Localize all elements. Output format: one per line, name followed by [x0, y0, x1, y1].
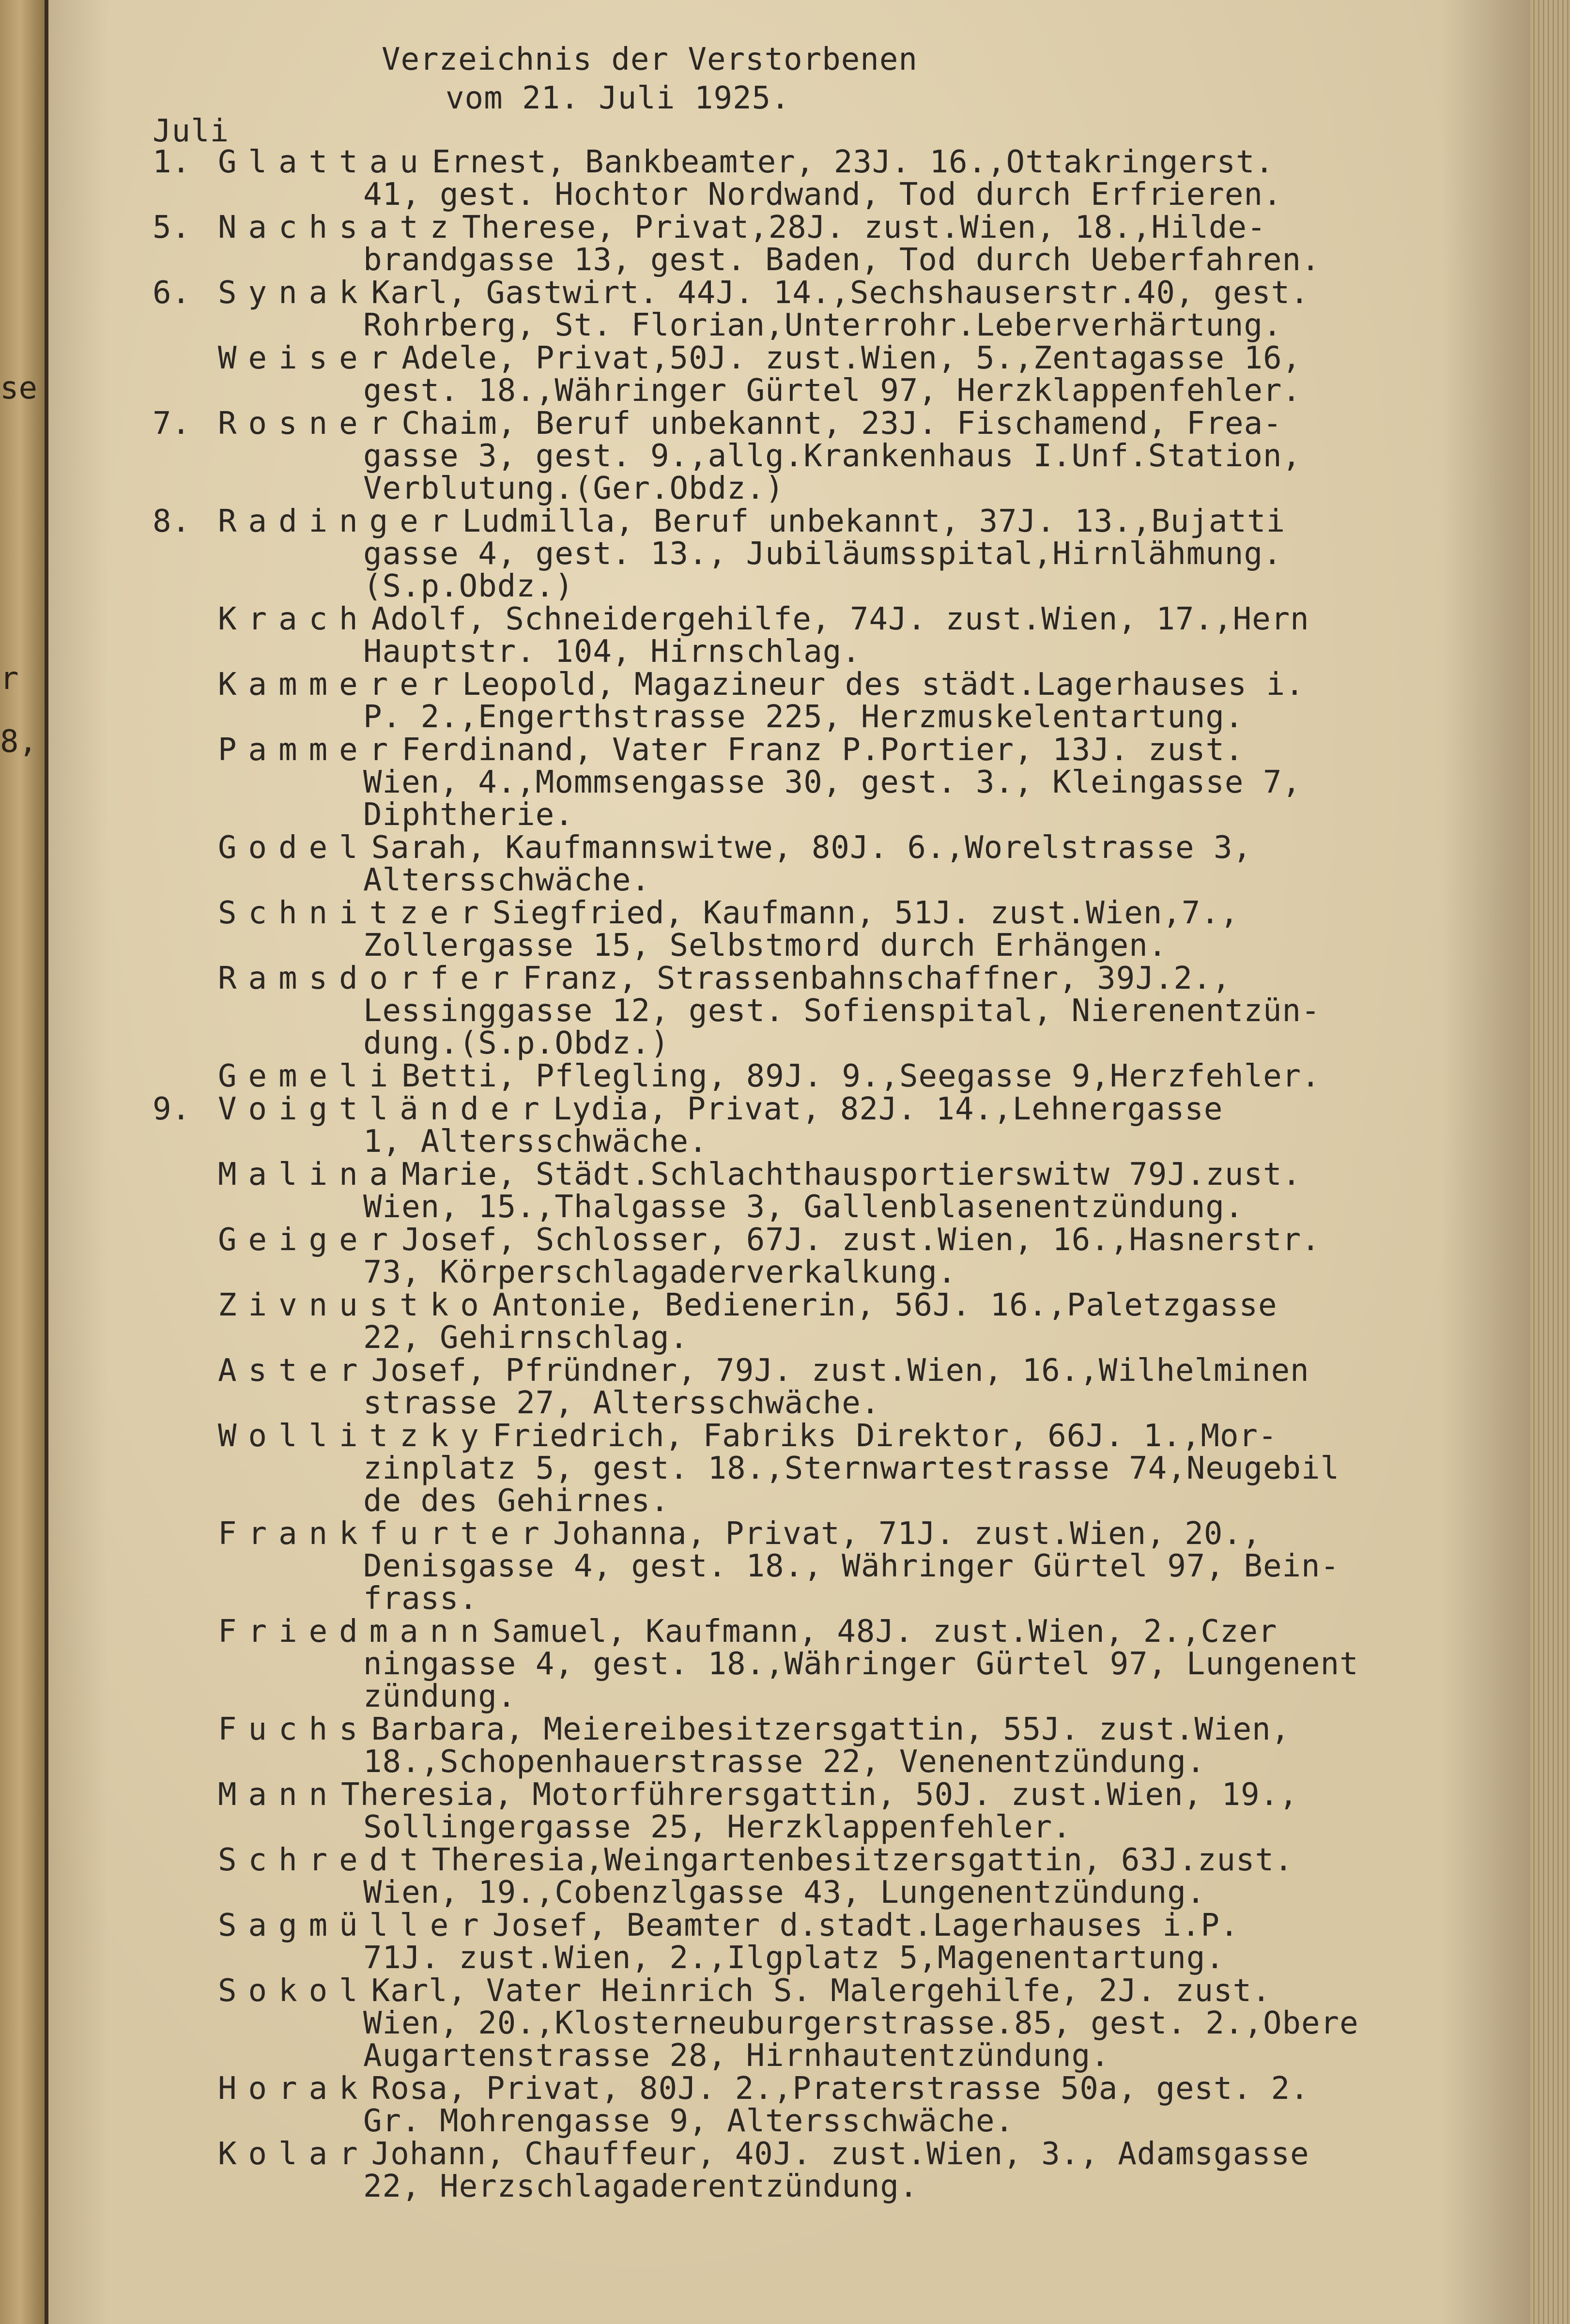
- entry-first-line: [107, 1779, 1482, 1811]
- entry-details: Karl, Gastwirt. 44J. 14.,Sechshauserstr.40, gest.: [371, 275, 1309, 311]
- previous-page-edge: [0, 0, 45, 2324]
- entry-surname: Wollitzky: [218, 1418, 491, 1454]
- entry-day: 1.: [153, 144, 191, 180]
- entry-details: Josef, Schlosser, 67J. zust.Wien, 16.,Hasnerstr.: [401, 1222, 1321, 1258]
- entry-first-line: [107, 1093, 1482, 1126]
- register-entry: [107, 1420, 1482, 1517]
- entry-continuation-line: Denisgasse 4, gest. 18., Währinger Gürtel 97, Bein-: [363, 1548, 1340, 1584]
- entry-surname: Kolar: [218, 2136, 369, 2172]
- register-entry: [107, 1518, 1482, 1615]
- entry-continuation-line: Hauptstr. 104, Hirnschlag.: [363, 634, 861, 670]
- entry-first-line: [107, 603, 1482, 636]
- entry-details: Friedrich, Fabriks Direktor, 66J. 1.,Mor-: [492, 1418, 1278, 1454]
- entry-day: 9.: [153, 1091, 191, 1127]
- entry-day: 8.: [153, 504, 191, 539]
- entry-surname: Friedmann: [218, 1614, 491, 1650]
- register-entry: [107, 1779, 1482, 1844]
- entry-first-line: [107, 832, 1482, 864]
- entry-continuation-line: 71J. zust.Wien, 2.,Ilgplatz 5,Magenentartung.: [363, 1940, 1225, 1976]
- entry-surname: Kammerer: [218, 667, 461, 703]
- entry-first-line: [107, 342, 1482, 375]
- entry-first-line: [107, 1224, 1482, 1256]
- entry-surname: Fuchs: [218, 1712, 369, 1747]
- entry-surname: Aster: [218, 1353, 369, 1389]
- entry-first-line: [107, 1159, 1482, 1191]
- page-stack-edge: [1530, 0, 1570, 2324]
- entry-first-line: [107, 669, 1482, 701]
- entry-day: 7.: [153, 406, 191, 442]
- entry-continuation-line: ningasse 4, gest. 18.,Währinger Gürtel 97, Lungenent: [363, 1646, 1359, 1682]
- entry-first-line: [107, 1616, 1482, 1648]
- entry-first-line: [107, 897, 1482, 930]
- entry-continuation-line: Zollergasse 15, Selbstmord durch Erhängen.: [363, 928, 1168, 963]
- entry-continuation-line: P. 2.,Engerthstrasse 225, Herzmuskelentartung.: [363, 699, 1244, 735]
- entry-surname: Voigtländer: [218, 1091, 551, 1127]
- register-entry: [107, 1224, 1482, 1289]
- entry-details: Adele, Privat,50J. zust.Wien, 5.,Zentagasse 16,: [401, 340, 1302, 376]
- entry-surname: Rosner: [218, 406, 400, 442]
- entry-details: Ernest, Bankbeamter, 23J. 16.,Ottakringerst.: [431, 144, 1275, 180]
- entry-continuation-line: gasse 4, gest. 13., Jubiläumsspital,Hirnlähmung.: [363, 536, 1282, 572]
- entry-list: [107, 146, 1482, 2203]
- entry-details: Theresia, Motorführersgattin, 50J. zust.Wien, 19.,: [341, 1777, 1298, 1813]
- entry-continuation-line: Verblutung.(Ger.Obdz.): [363, 471, 785, 506]
- entry-first-line: [107, 277, 1482, 309]
- entry-surname: Geiger: [218, 1222, 400, 1258]
- month-heading: Juli: [153, 113, 230, 149]
- entry-details: Josef, Beamter d.stadt.Lagerhauses i.P.: [492, 1908, 1239, 1943]
- register-entry: [107, 669, 1482, 734]
- entry-continuation-line: dung.(S.p.Obdz.): [363, 1025, 670, 1061]
- entry-continuation-line: de des Gehirnes.: [363, 1483, 670, 1519]
- register-entry: [107, 1713, 1482, 1778]
- entry-details: Lydia, Privat, 82J. 14.,Lehnergasse: [553, 1091, 1223, 1127]
- entry-surname: Horak: [218, 2071, 369, 2107]
- entry-details: Ferdinand, Vater Franz P.Portier, 13J. zust.: [401, 732, 1244, 768]
- entry-surname: Krach: [218, 601, 369, 637]
- entry-first-line: [107, 1910, 1482, 1942]
- entry-first-line: [107, 1060, 1482, 1093]
- register-entry: [107, 408, 1482, 505]
- document-date: vom 21. Juli 1925.: [446, 80, 790, 116]
- entry-continuation-line: Gr. Mohrengasse 9, Altersschwäche.: [363, 2103, 1015, 2139]
- entry-first-line: [107, 1518, 1482, 1550]
- entry-details: Johann, Chauffeur, 40J. zust.Wien, 3., Adamsgasse: [371, 2136, 1309, 2172]
- entry-details: Siegfried, Kaufmann, 51J. zust.Wien,7.,: [492, 895, 1239, 931]
- register-entry: [107, 1844, 1482, 1909]
- previous-page-fragment: r: [0, 661, 19, 697]
- register-entry: [107, 146, 1482, 211]
- register-entry: [107, 1289, 1482, 1354]
- entry-first-line: [107, 1844, 1482, 1877]
- entry-surname: Weiser: [218, 340, 400, 376]
- entry-surname: Synak: [218, 275, 369, 311]
- register-entry: [107, 1060, 1482, 1093]
- entry-first-line: [107, 1975, 1482, 2007]
- entry-continuation-line: zinplatz 5, gest. 18.,Sternwartestrasse 74,Neugebil: [363, 1451, 1340, 1486]
- entry-continuation-line: 18.,Schopenhauerstrasse 22, Venenentzündung.: [363, 1744, 1206, 1780]
- entry-continuation-line: brandgasse 13, gest. Baden, Tod durch Ueberfahren.: [363, 242, 1321, 278]
- entry-continuation-line: 22, Gehirnschlag.: [363, 1320, 689, 1356]
- entry-continuation-line: Sollingergasse 25, Herzklappenfehler.: [363, 1809, 1072, 1845]
- entry-details: Ludmilla, Beruf unbekannt, 37J. 13.,Bujatti: [462, 504, 1286, 539]
- entry-surname: Frankfurter: [218, 1516, 551, 1552]
- entry-details: Antonie, Bedienerin, 56J. 16.,Paletzgasse: [492, 1287, 1278, 1323]
- entry-continuation-line: Diphtherie.: [363, 797, 574, 833]
- entry-continuation-line: (S.p.Obdz.): [363, 568, 574, 604]
- register-entry: [107, 603, 1482, 668]
- entry-day: 6.: [153, 275, 191, 311]
- entry-details: Franz, Strassenbahnschaffner, 39J.2.,: [523, 961, 1231, 996]
- entry-first-line: [107, 734, 1482, 766]
- entry-first-line: [107, 1420, 1482, 1452]
- document-title: Verzeichnis der Verstorbenen: [382, 42, 918, 77]
- entry-first-line: [107, 963, 1482, 995]
- entry-details: Barbara, Meiereibesitzersgattin, 55J. zust.Wien,: [371, 1712, 1291, 1747]
- entry-continuation-line: Lessinggasse 12, gest. Sofienspital, Nierenentzün-: [363, 993, 1321, 1029]
- entry-surname: Gemeli: [218, 1058, 400, 1094]
- entry-details: Chaim, Beruf unbekannt, 23J. Fischamend, Frea-: [401, 406, 1282, 442]
- entry-continuation-line: 1, Altersschwäche.: [363, 1124, 708, 1160]
- entry-first-line: [107, 1713, 1482, 1746]
- entry-continuation-line: frass.: [363, 1581, 478, 1617]
- entry-continuation-line: Altersschwäche.: [363, 862, 650, 898]
- entry-continuation-line: Rohrberg, St. Florian,Unterrohr.Leberverhärtung.: [363, 307, 1282, 343]
- entry-continuation-line: Wien, 4.,Mommsengasse 30, gest. 3., Kleingasse 7,: [363, 764, 1302, 800]
- register-entry: [107, 734, 1482, 831]
- register-entry: [107, 963, 1482, 1060]
- register-entry: [107, 277, 1482, 342]
- entry-details: Rosa, Privat, 80J. 2.,Praterstrasse 50a, gest. 2.: [371, 2071, 1309, 2107]
- entry-details: Theresia,Weingartenbesitzersgattin, 63J.zust.: [431, 1842, 1293, 1878]
- entry-continuation-line: gest. 18.,Währinger Gürtel 97, Herzklappenfehler.: [363, 373, 1302, 409]
- register-entry: [107, 897, 1482, 962]
- entry-continuation-line: zündung.: [363, 1679, 517, 1714]
- entry-surname: Pammer: [218, 732, 400, 768]
- entry-continuation-line: Augartenstrasse 28, Hirnhautentzündung.: [363, 2038, 1110, 2074]
- entry-surname: Malina: [218, 1157, 400, 1193]
- entry-first-line: [107, 2073, 1482, 2105]
- entry-details: Samuel, Kaufmann, 48J. zust.Wien, 2.,Czer: [492, 1614, 1278, 1650]
- entry-surname: Glattau: [218, 144, 430, 180]
- entry-surname: Sagmüller: [218, 1908, 491, 1943]
- entry-first-line: [107, 146, 1482, 179]
- entry-surname: Schnitzer: [218, 895, 491, 931]
- entry-details: Leopold, Magazineur des städt.Lagerhauses i.: [462, 667, 1305, 703]
- entry-continuation-line: Wien, 15.,Thalgasse 3, Gallenblasenentzündung.: [363, 1189, 1244, 1225]
- entry-details: Karl, Vater Heinrich S. Malergehilfe, 2J. zust.: [371, 1973, 1271, 2009]
- entry-continuation-line: 73, Körperschlagaderverkalkung.: [363, 1254, 957, 1290]
- entry-first-line: [107, 408, 1482, 440]
- entry-details: Johanna, Privat, 71J. zust.Wien, 20.,: [553, 1516, 1262, 1552]
- register-entry: [107, 2138, 1482, 2203]
- previous-page-fragment: se: [0, 370, 38, 406]
- entry-continuation-line: Wien, 20.,Klosterneuburgerstrasse.85, gest. 2.,Obere: [363, 2005, 1359, 2041]
- entry-first-line: [107, 1289, 1482, 1322]
- register-entry: [107, 2073, 1482, 2138]
- entry-surname: Schredt: [218, 1842, 430, 1878]
- entry-continuation-line: 22, Herzschlagaderentzündung.: [363, 2169, 919, 2204]
- entry-day: 5.: [153, 210, 191, 245]
- register-entry: [107, 1910, 1482, 1974]
- entry-first-line: [107, 1355, 1482, 1387]
- entry-continuation-line: Wien, 19.,Cobenzlgasse 43, Lungenentzündung.: [363, 1875, 1206, 1911]
- entry-surname: Zivnustko: [218, 1287, 491, 1323]
- register-entry: [107, 505, 1482, 603]
- register-entry: [107, 1355, 1482, 1420]
- entry-details: Betti, Pflegling, 89J. 9.,Seegasse 9,Herzfehler.: [401, 1058, 1321, 1094]
- register-entry: [107, 1616, 1482, 1713]
- entry-details: Marie, Städt.Schlachthausportierswitw 79J.zust.: [401, 1157, 1302, 1193]
- entry-details: Therese, Privat,28J. zust.Wien, 18.,Hilde-: [462, 210, 1266, 245]
- entry-continuation-line: gasse 3, gest. 9.,allg.Krankenhaus I.Unf.Station,: [363, 438, 1302, 474]
- entry-details: Josef, Pfründner, 79J. zust.Wien, 16.,Wilhelminen: [371, 1353, 1309, 1389]
- entry-surname: Sokol: [218, 1973, 369, 2009]
- register-entry: [107, 342, 1482, 407]
- entry-continuation-line: 41, gest. Hochtor Nordwand, Tod durch Erfrieren.: [363, 177, 1282, 213]
- entry-continuation-line: strasse 27, Altersschwäche.: [363, 1385, 880, 1421]
- entry-surname: Nachsatz: [218, 210, 461, 245]
- entry-first-line: [107, 505, 1482, 538]
- register-entry: [107, 1975, 1482, 2072]
- entry-surname: Radinger: [218, 504, 461, 539]
- entry-details: Adolf, Schneidergehilfe, 74J. zust.Wien, 17.,Hern: [371, 601, 1309, 637]
- entry-details: Sarah, Kaufmannswitwe, 80J. 6.,Worelstrasse 3,: [371, 830, 1252, 866]
- entry-surname: Godel: [218, 830, 369, 866]
- register-entry: [107, 1159, 1482, 1223]
- register-entry: [107, 212, 1482, 276]
- entry-surname: Mann: [218, 1777, 339, 1813]
- register-entry: [107, 1093, 1482, 1158]
- entry-first-line: [107, 212, 1482, 244]
- entry-surname: Ramsdorfer: [218, 961, 521, 996]
- register-entry: [107, 832, 1482, 897]
- entry-first-line: [107, 2138, 1482, 2171]
- previous-page-fragment: 8,: [0, 724, 38, 760]
